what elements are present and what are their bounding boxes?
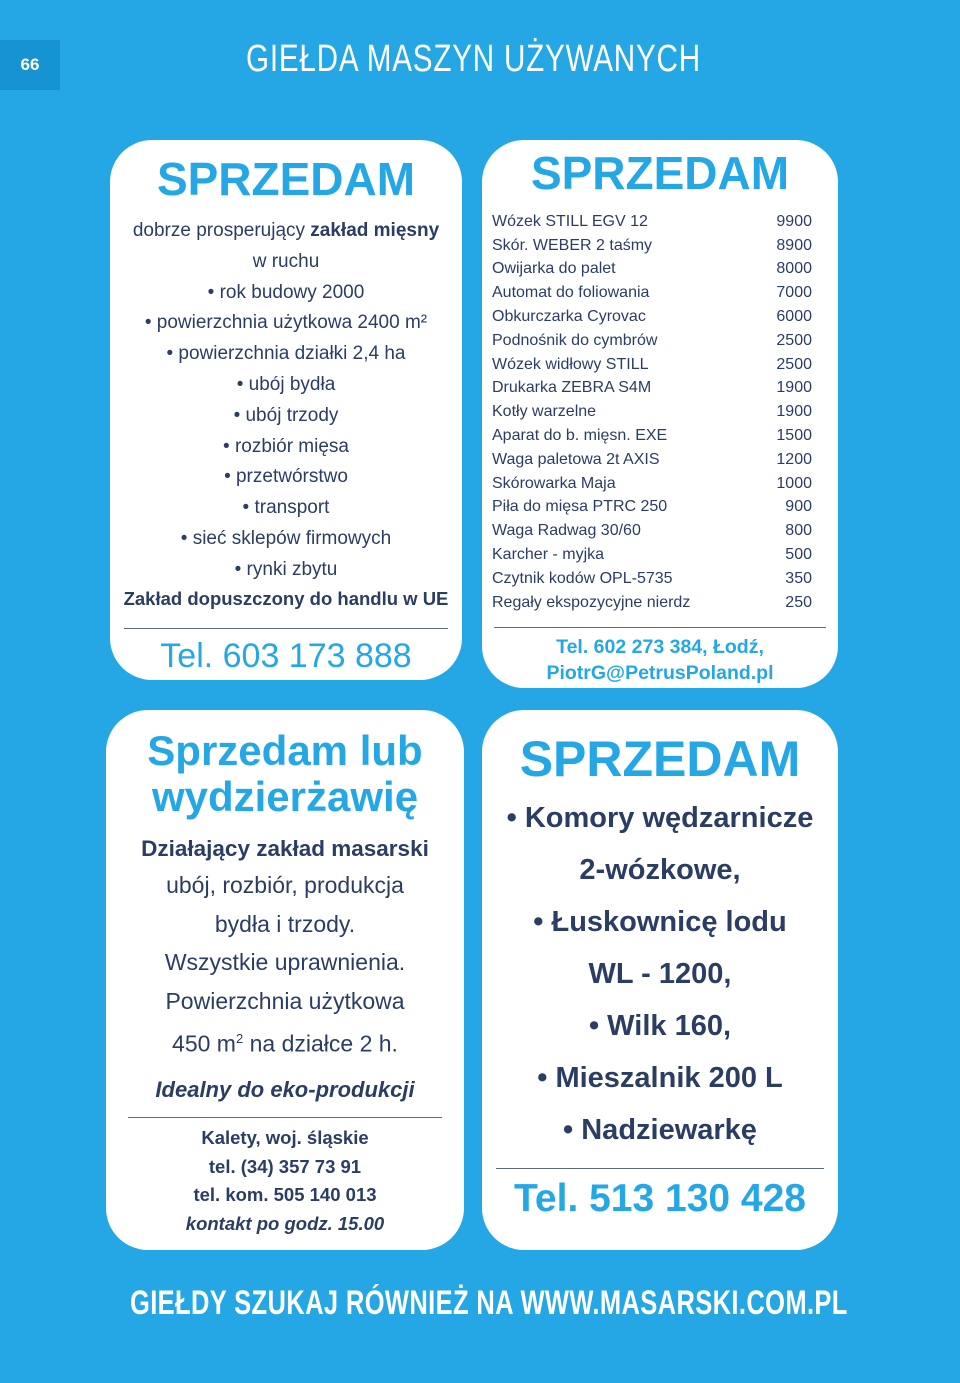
item-price: 1900 bbox=[776, 379, 812, 397]
table-row bbox=[492, 472, 812, 496]
list-item: Wszystkie uprawnienia. bbox=[164, 949, 406, 975]
ad-title: SPRZEDAM bbox=[156, 153, 416, 205]
item-price: 9900 bbox=[776, 212, 812, 230]
list-item: • rozbiór mięsa bbox=[223, 435, 349, 457]
item-name: Wózek widłowy STILL bbox=[492, 355, 649, 373]
list-item: • ubój bydła bbox=[236, 373, 336, 395]
list-item: ubój, rozbiór, produkcja bbox=[166, 872, 404, 898]
item-name: Owijarka do palet bbox=[492, 260, 616, 278]
item-name: Waga paletowa 2t AXIS bbox=[492, 450, 660, 468]
table-row bbox=[492, 543, 812, 567]
item-name: Automat do foliowania bbox=[492, 284, 650, 302]
item-name: Aparat do b. mięsn. EXE bbox=[492, 427, 668, 445]
page-title: GIEŁDA MASZYN UŻYWANYCH bbox=[246, 38, 701, 80]
ad-intro-bold: zakład mięsny bbox=[310, 220, 440, 241]
ad-phone: tel. (34) 357 73 91 bbox=[208, 1155, 362, 1177]
item-price: 800 bbox=[785, 522, 812, 540]
list-item: • Łuskownicę lodu bbox=[533, 906, 787, 938]
ad-card-meat-plant bbox=[110, 140, 462, 680]
ad-title: SPRZEDAM bbox=[530, 147, 790, 199]
ad-intro bbox=[110, 216, 462, 247]
ad-location: Kalety, woj. śląskie bbox=[201, 1127, 369, 1149]
ad-hours: kontakt po godz. 15.00 bbox=[185, 1212, 385, 1234]
page-number: 66 bbox=[0, 40, 60, 90]
ad-title-line: Sprzedam lub bbox=[147, 727, 423, 774]
ad-title: SPRZEDAM bbox=[519, 731, 801, 787]
item-price: 1900 bbox=[776, 403, 812, 421]
list-item: • powierzchnia użytkowa 2400 m² bbox=[144, 312, 428, 334]
price-table bbox=[492, 210, 812, 615]
ad-lines bbox=[110, 216, 462, 586]
item-price: 350 bbox=[785, 569, 812, 587]
item-name: Piła do mięsa PTRC 250 bbox=[492, 498, 668, 516]
divider bbox=[128, 1117, 442, 1118]
divider bbox=[494, 627, 826, 628]
ad-card-smokehouse bbox=[482, 710, 838, 1250]
ad-slogan: Idealny do eko-produkcji bbox=[155, 1077, 415, 1103]
table-row bbox=[492, 424, 812, 448]
item-price: 2500 bbox=[776, 355, 812, 373]
ad-phone: Tel. 513 130 428 bbox=[513, 1177, 806, 1220]
table-row bbox=[492, 210, 812, 234]
item-name: Skórowarka Maja bbox=[492, 474, 616, 492]
item-price: 8900 bbox=[776, 236, 812, 254]
item-name: Waga Radwag 30/60 bbox=[492, 522, 641, 540]
item-name: Obkurczarka Cyrovac bbox=[492, 308, 646, 326]
item-name: Kotły warzelne bbox=[492, 403, 597, 421]
table-row bbox=[492, 496, 812, 520]
list-item: Powierzchnia użytkowa bbox=[165, 987, 405, 1014]
area-prefix: 450 m bbox=[172, 1030, 236, 1057]
table-row bbox=[492, 567, 812, 591]
list-item: • Mieszalnik 200 L bbox=[537, 1062, 783, 1094]
item-price: 500 bbox=[785, 546, 812, 564]
item-name: Drukarka ZEBRA S4M bbox=[492, 379, 652, 397]
item-name: Karcher - myjka bbox=[492, 546, 605, 564]
table-row bbox=[492, 448, 812, 472]
table-row bbox=[492, 305, 812, 329]
item-price: 1000 bbox=[776, 474, 812, 492]
item-price: 6000 bbox=[776, 308, 812, 326]
item-price: 900 bbox=[785, 498, 812, 516]
ad-mobile: tel. kom. 505 140 013 bbox=[193, 1184, 377, 1206]
item-price: 1500 bbox=[776, 427, 812, 445]
ad-card-lease bbox=[106, 710, 464, 1250]
table-row bbox=[492, 377, 812, 401]
list-item: • rynki zbytu bbox=[234, 558, 338, 580]
list-item: WL - 1200, bbox=[588, 958, 732, 990]
ad-contact bbox=[482, 634, 838, 686]
list-item: • przetwórstwo bbox=[224, 466, 348, 488]
item-price: 250 bbox=[785, 593, 812, 611]
list-item: 2-wózkowe, bbox=[579, 854, 741, 886]
area-sup: 2 bbox=[235, 1031, 244, 1046]
table-row bbox=[492, 519, 812, 543]
list-item: • Wilk 160, bbox=[588, 1010, 732, 1042]
table-row bbox=[492, 400, 812, 424]
ad-address bbox=[106, 1124, 464, 1238]
list-item: bydła i trzody. bbox=[214, 910, 356, 937]
table-row bbox=[492, 258, 812, 282]
list-item: w ruchu bbox=[252, 250, 320, 272]
divider bbox=[496, 1168, 824, 1169]
list-item: • Nadziewarkę bbox=[563, 1114, 757, 1146]
item-name: Podnośnik do cymbrów bbox=[492, 331, 658, 349]
ad-contact-phone: Tel. 602 273 384, Łodź, bbox=[556, 635, 764, 658]
ad-card-equipment-list bbox=[482, 140, 838, 688]
item-price: 1200 bbox=[776, 450, 812, 468]
list-item: • sieć sklepów firmowych bbox=[180, 527, 392, 549]
item-name: Wózek STILL EGV 12 bbox=[492, 212, 648, 230]
divider bbox=[124, 628, 448, 629]
area-suffix: na działce 2 h. bbox=[243, 1030, 398, 1057]
ad-phone: Tel. 603 173 888 bbox=[160, 636, 412, 675]
item-name: Skór. WEBER 2 taśmy bbox=[492, 236, 653, 254]
ad-title-line: wydzierżawię bbox=[151, 773, 419, 820]
table-row bbox=[492, 353, 812, 377]
table-row bbox=[492, 281, 812, 305]
item-price: 2500 bbox=[776, 331, 812, 349]
list-item: • powierzchnia działki 2,4 ha bbox=[166, 343, 406, 365]
list-item: • rok budowy 2000 bbox=[207, 281, 365, 303]
ad-lead: Działający zakład masarski bbox=[141, 836, 429, 861]
ad-items bbox=[482, 792, 838, 1156]
ad-title bbox=[106, 728, 464, 820]
ad-lines bbox=[106, 866, 464, 1063]
footer-banner: GIEŁDY SZUKAJ RÓWNIEŻ NA WWW.MASARSKI.COM.PL bbox=[130, 1284, 848, 1322]
list-item: • ubój trzody bbox=[233, 404, 339, 426]
item-price: 8000 bbox=[776, 260, 812, 278]
area-line bbox=[106, 1020, 464, 1063]
list-item: • transport bbox=[242, 497, 330, 519]
table-row bbox=[492, 234, 812, 258]
item-price: 7000 bbox=[776, 284, 812, 302]
table-row bbox=[492, 591, 812, 615]
ad-footer: Zakład dopuszczony do handlu w UE bbox=[123, 587, 449, 609]
list-item: • Komory wędzarnicze bbox=[506, 802, 814, 834]
ad-intro-normal: dobrze prosperujący bbox=[132, 220, 311, 241]
item-name: Czytnik kodów OPL-5735 bbox=[492, 569, 673, 587]
ad-contact-email: PiotrG@PetrusPoland.pl bbox=[546, 661, 774, 684]
item-name: Regały ekspozycyjne nierdz bbox=[492, 593, 691, 611]
table-row bbox=[492, 329, 812, 353]
